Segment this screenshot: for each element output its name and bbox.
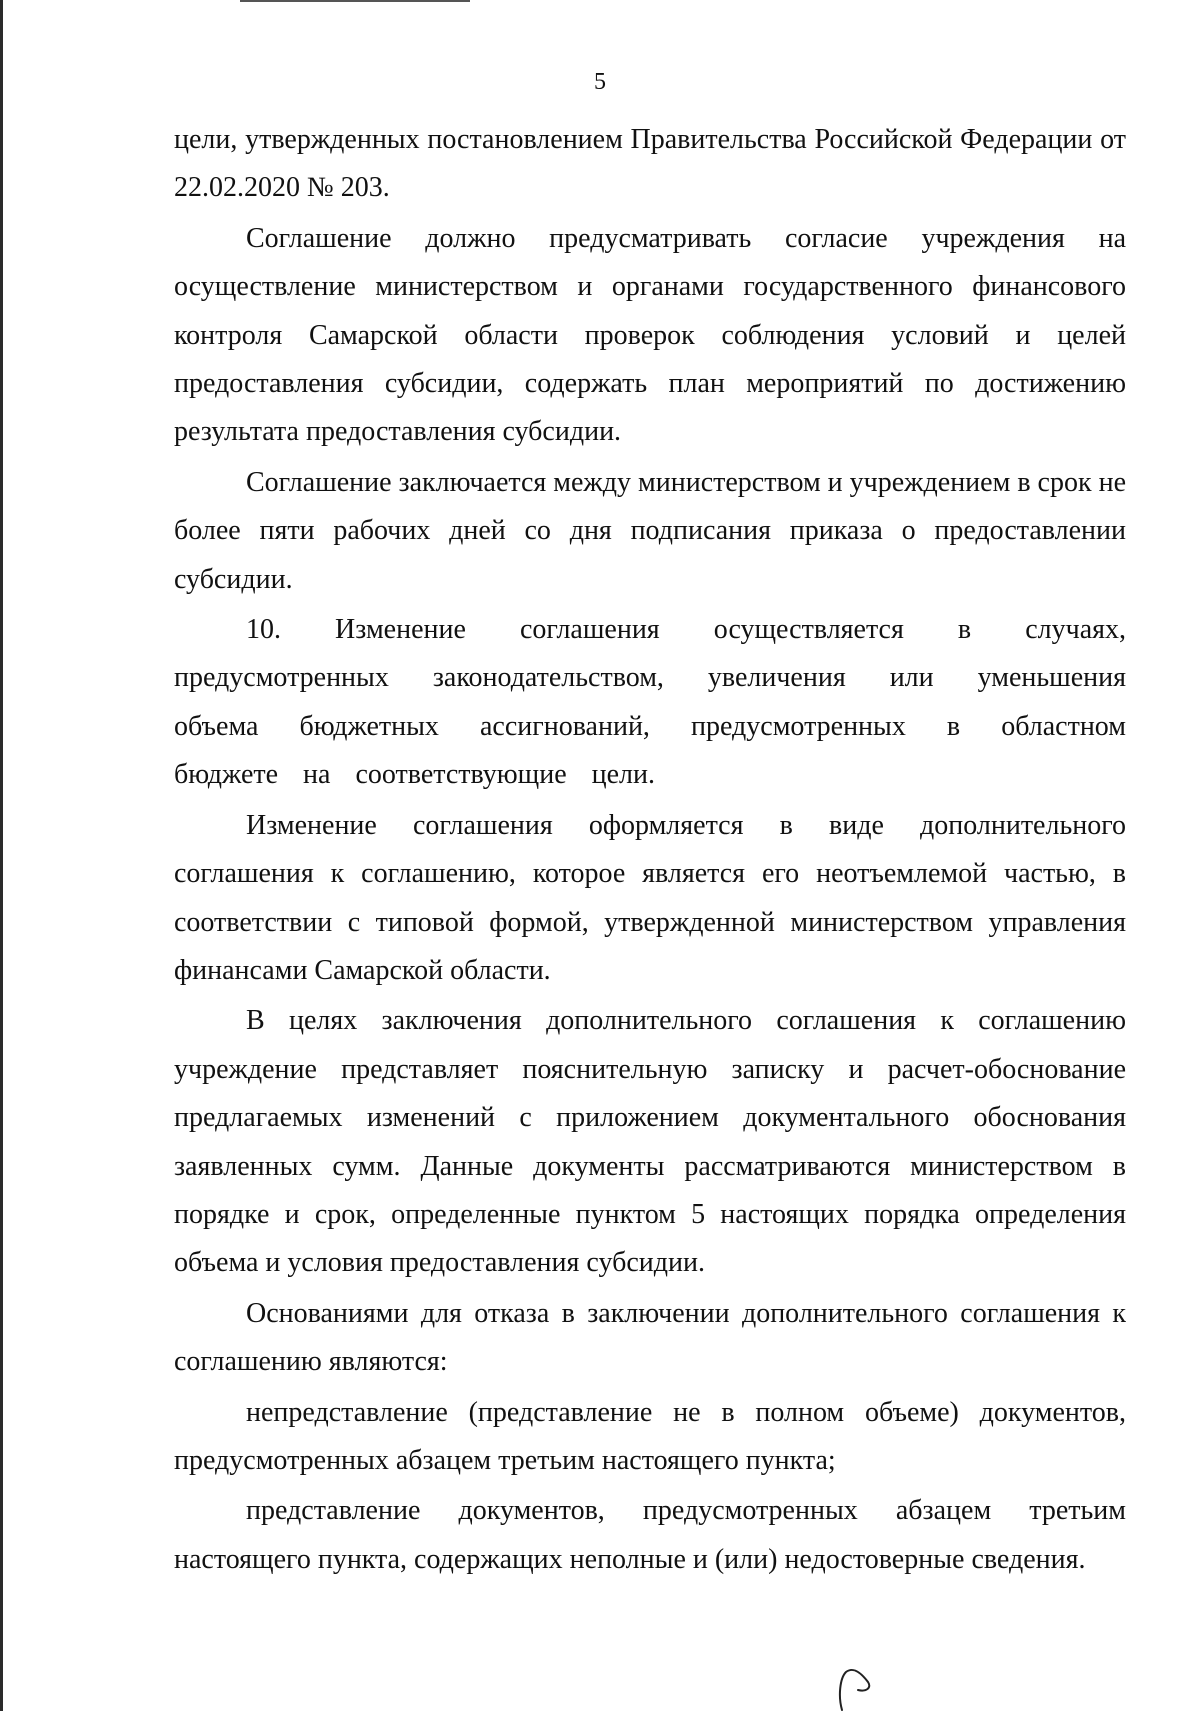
scan-edge-left xyxy=(0,0,3,1711)
paragraph-refusal-ground-2: представление документов, предусмотренных абзацем третьим настоящего пункта, содержащих неполные и (или) недостоверные сведения. xyxy=(174,1495,1126,1575)
body-text xyxy=(174,116,1126,1584)
paragraph-item-10: 10. Изменение соглашения осуществляется в случаях, предусмотренных законодательством, увеличения или уменьшения объема бюджетных ассигнований, предусмотренных в областном бюджете на соответствующие цели. xyxy=(174,614,1126,791)
paragraph-amendment-documents: В целях заключения дополнительного соглашения к соглашению учреждение представляет пояснительную записку и расчет-обоснование предлагаемых изменений с приложением документального обоснования заявленных сумм. Данные документы рассматриваются министерством в порядке и срок, определенные пунктом 5 настоящих порядка определения объема и условия предоставления субсидии. xyxy=(174,1005,1126,1279)
paragraph-refusal-grounds: Основаниями для отказа в заключении дополнительного соглашения к соглашению являются: xyxy=(174,1297,1126,1378)
handwritten-mark xyxy=(832,1660,882,1711)
paragraph-continuation: цели, утвержденных постановлением Правительства Российской Федерации от 22.02.2020 № 203. xyxy=(174,124,1126,204)
paragraph-agreement-term: Соглашение заключается между министерством и учреждением в срок не более пяти рабочих дней со дня подписания приказа о предоставлении субсидии. xyxy=(174,466,1126,595)
scan-edge-top xyxy=(240,0,470,2)
paragraph-agreement-consent: Соглашение должно предусматривать согласие учреждения на осуществление министерством и органами государственного финансового контроля Самарской области проверок соблюдения условий и целей предоставления субсидии, содержать план мероприятий по достижению результата предоставления субсидии. xyxy=(174,222,1126,448)
page-number: 5 xyxy=(594,69,606,95)
paragraph-amendment-form: Изменение соглашения оформляется в виде дополнительного соглашения к соглашению, которое является его неотъемлемой частью, в соответствии с типовой формой, утвержденной министерством управления финансами Самарской области. xyxy=(174,809,1126,986)
paragraph-refusal-ground-1: непредставление (представление не в полном объеме) документов, предусмотренных абзацем третьим настоящего пункта; xyxy=(174,1396,1126,1476)
